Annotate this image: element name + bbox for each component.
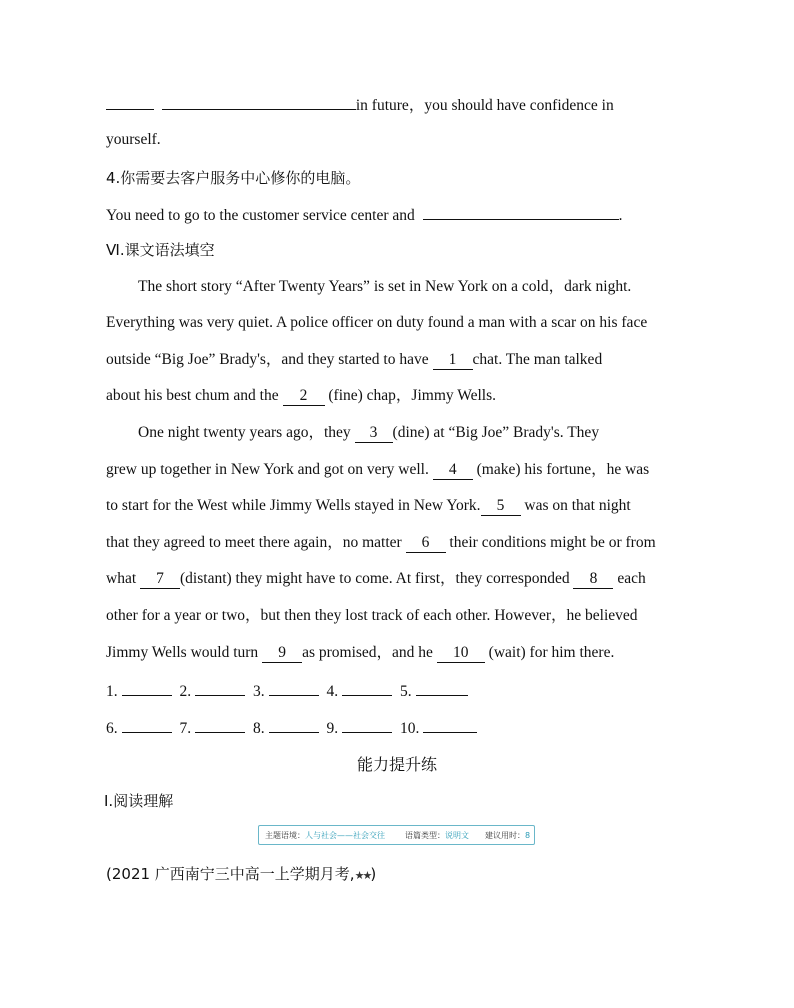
passage-text: was on that night (524, 497, 631, 514)
difficulty-stars-icon: ★★ (354, 869, 371, 882)
genre-label: 语篇类型：说明文 (405, 830, 469, 840)
blank-2[interactable]: 2 (283, 387, 325, 406)
section-title: Ⅵ.课文语法填空 (106, 241, 215, 259)
passage-line (106, 460, 649, 480)
passage-text: their conditions might be or from (449, 534, 656, 551)
passage-text: that they agreed to meet there again，no matter (106, 534, 402, 551)
passage-text: (wait) for him there. (488, 644, 615, 661)
passage-text: about his best chum and the (106, 387, 279, 404)
blank-8[interactable]: 8 (573, 570, 613, 589)
answer-blank-2[interactable] (195, 679, 245, 696)
blank-9[interactable]: 9 (262, 644, 302, 663)
answer-label: 3. (253, 683, 265, 700)
passage-text: what (106, 570, 137, 587)
answer-blank-7[interactable] (195, 716, 245, 733)
passage-line (106, 496, 631, 516)
answer-blank-3[interactable] (269, 679, 319, 696)
passage-line: Everything was very quiet. A police officer on duty found a man with a scar on his face (106, 314, 648, 331)
answer-label: 7. (179, 720, 192, 737)
answer-label: 2. (179, 683, 192, 700)
reading-title: Ⅰ.阅读理解 (104, 792, 174, 810)
passage-text: (dine) at “Big Joe” Brady's. They (392, 424, 600, 441)
time-label: 建议用时：8 (485, 830, 531, 840)
q3-text: in future，you should have confidence in (355, 97, 614, 114)
answer-blank-9[interactable] (342, 716, 392, 733)
blank-4[interactable]: 4 (433, 461, 473, 480)
topic-label: 主题语境：人与社会——社会交往 (265, 830, 385, 840)
answer-label: 1. (106, 683, 118, 700)
topic-bar (258, 825, 535, 845)
blank-7[interactable]: 7 (140, 570, 180, 589)
answer-blank[interactable] (106, 93, 154, 110)
blank-6[interactable]: 6 (406, 534, 446, 553)
answer-label: 10. (400, 720, 420, 737)
passage-line (106, 533, 656, 553)
answer-blank-10[interactable] (423, 716, 477, 733)
answer-blank-5[interactable] (416, 679, 468, 696)
passage-line: The short story “After Twenty Years” is set in New York on a cold，dark night. (138, 278, 632, 295)
answer-blank-4[interactable] (342, 679, 392, 696)
blank-5[interactable]: 5 (481, 497, 521, 516)
passage-text: outside “Big Joe” Brady's，and they started to have (106, 351, 429, 368)
answer-blank-8[interactable] (269, 716, 319, 733)
passage-text: One night twenty years ago，they (138, 424, 351, 441)
answer-row-2 (106, 716, 481, 739)
passage-line (106, 643, 614, 663)
passage-text: Jimmy Wells would turn (106, 644, 259, 661)
passage-line (138, 423, 599, 443)
passage-text: grew up together in New York and got on very well. (106, 461, 429, 478)
passage-line (106, 350, 602, 370)
answer-label: 4. (326, 683, 339, 700)
passage-line (106, 569, 646, 589)
passage-text: to start for the West while Jimmy Wells stayed in New York. (106, 497, 481, 514)
blank-3[interactable]: 3 (355, 424, 393, 443)
passage-text: chat. The man talked (472, 351, 603, 368)
source-note (106, 864, 376, 886)
q3-answer-line (106, 93, 614, 116)
blank-10[interactable]: 10 (437, 644, 485, 663)
q4-end: . (618, 207, 623, 224)
blank-1[interactable]: 1 (433, 351, 473, 370)
answer-label: 9. (326, 720, 339, 737)
q4-english (106, 203, 623, 226)
answer-label: 5. (400, 683, 412, 700)
answer-label: 6. (106, 720, 118, 737)
passage-text: (make) his fortune，he was (476, 461, 650, 478)
answer-blank[interactable] (162, 93, 356, 110)
passage-text: as promised，and he (302, 644, 433, 661)
passage-text: (fine) chap，Jimmy Wells. (328, 387, 497, 404)
answer-row-1 (106, 679, 472, 702)
source-close: ) (370, 865, 377, 883)
answer-label: 8. (253, 720, 265, 737)
passage-text: each (617, 570, 646, 587)
passage-text: (distant) they might have to come. At first，they corresponded (180, 570, 570, 587)
q4-text: You need to go to the customer service center and (106, 207, 415, 224)
answer-blank-1[interactable] (122, 679, 172, 696)
passage-line (106, 386, 496, 406)
q3-text-cont: yourself. (106, 131, 161, 148)
answer-blank[interactable] (423, 203, 619, 220)
section-heading: 能力提升练 (356, 755, 437, 774)
answer-blank-6[interactable] (122, 716, 172, 733)
q4-chinese: 4.你需要去客户服务中心修你的电脑。 (106, 169, 361, 187)
passage-line: other for a year or two，but then they lost track of each other. However，he believed (106, 607, 638, 624)
source-text: (2021 广西南宁三中高一上学期月考, (106, 865, 355, 883)
